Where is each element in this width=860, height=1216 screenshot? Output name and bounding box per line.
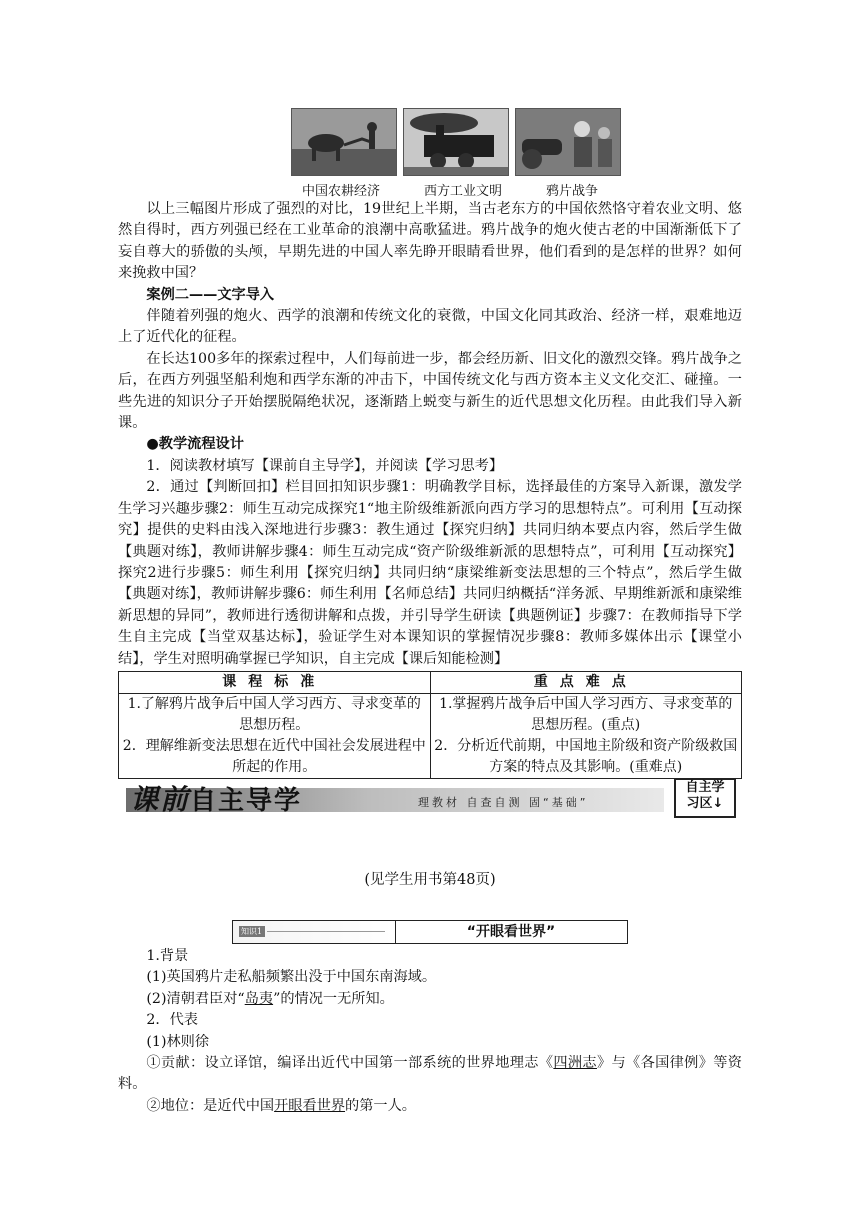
bg2-pre: (2)清朝君臣对“ (146, 990, 245, 1007)
flow-heading: ●教学流程设计 (146, 436, 244, 453)
curriculum-item-2: 2．理解维新变法思想在近代中国社会发展进程中所起的作用。 (122, 737, 426, 775)
farming-photo (291, 108, 397, 176)
knowledge-tag-label: 知识1 (241, 927, 263, 936)
knowledge-title: “开眼看世界” (466, 924, 556, 940)
train-image (404, 109, 508, 175)
knowledge-bar (232, 920, 628, 944)
see-student-book: (见学生用书第48页) (364, 872, 496, 888)
banner-title (130, 778, 302, 818)
flow-step-1: 1．阅读教材填写【课前自主导学】，并阅读【学习思考】 (146, 457, 504, 474)
zone-line-1: 自主学 (685, 780, 725, 795)
self-study-zone-badge (674, 778, 736, 818)
caption-industry: 西方工业文明 (423, 184, 502, 199)
key-point-item-1: 1.掌握鸦片战争后中国人学习西方、寻求变革的思想历程。(重点) (439, 695, 733, 733)
status-text (118, 1096, 742, 1117)
intro-paragraph-2: 伴随着列强的炮火、西学的浪潮和传统文化的衰微，中国文化同其政治、经济一样，艰难地迈上了近代化的征程。 (118, 308, 742, 346)
background-heading: 1.背景 (146, 948, 189, 964)
bg2-underlined: 岛夷 (244, 990, 274, 1007)
representatives-heading: 2．代表 (146, 1012, 198, 1029)
photo-captions (158, 180, 742, 199)
key-points-cell (430, 693, 742, 778)
contrib-pre: ①贡献：设立译馆，编译出近代中国第一部系统的世界地理志《 (146, 1055, 554, 1072)
banner-title-rest: 自主导学 (190, 786, 303, 816)
page-content (118, 108, 742, 779)
bg2-post: ”的情况一无所知。 (273, 990, 394, 1007)
header-curriculum: 课程标准 (119, 671, 431, 693)
industry-photo (403, 108, 509, 176)
farming-image (292, 109, 396, 175)
key-point-item-2: 2．分析近代前期，中国地主阶级和资产阶级救国方案的特点及其影响。(重难点) (434, 737, 738, 775)
header-key-points: 重点难点 (430, 671, 742, 693)
curriculum-cell (119, 693, 431, 778)
war-image (516, 109, 620, 175)
status-underlined: 开眼看世界 (274, 1097, 346, 1114)
contribution-text (118, 1053, 742, 1096)
case2-heading: 案例二——文字导入 (146, 286, 275, 303)
section-banner (126, 778, 736, 816)
contrib-underlined: 四洲志 (553, 1055, 597, 1072)
lin-zexu-heading: (1)林则徐 (146, 1033, 210, 1050)
flow-step-2: 2．通过【判断回扣】栏目回扣知识步骤1：明确教学目标，选择最佳的方案导入新课，激发学生学习兴趣步骤2：师生互动完成探究1“地主阶级维新派向西方学习的思想特点”。可利用【互动探究】提供的史料由浅入深地进行步骤3：教生通过【探究归纳】共同归纳本要点内容，然后学生做【典题对练】，教师讲解步骤4：师生互动完成“资产阶级维新派的思想特点”，可利用【互动探究】探究2进行步骤5：师生利用【探究归纳】共同归纳“康梁维新变法思想的三个特点”，然后学生做【典题对练】，教师讲解步骤6：师生利用【名师总结】共同归纳概括“洋务派、早期维新派和康梁维新思想的异同”，教师进行透彻讲解和点拨，并引导学生研读【典题例证】步骤7：在教师指导下学生自主完成【当堂双基达标】，验证学生对本课知识的掌握情况步骤8：教师多媒体出示【课堂小结】，学生对照明确掌握已学知识，自主完成【课后知能检测】 (118, 479, 742, 667)
knowledge-tag (239, 926, 265, 937)
background-item-1: (1)英国鸦片走私船频繁出没于中国东南海域。 (146, 969, 437, 986)
knowledge-bar-left (233, 921, 396, 943)
curriculum-item-1: 1.了解鸦片战争后中国人学习西方、寻求变革的思想历程。 (127, 695, 421, 733)
intro-paragraph-3: 在长达100多年的探索过程中，人们每前进一步，都会经历新、旧文化的激烈交锋。鸦片战争之后，在西方列强坚船利炮和西学东渐的冲击下，中国传统文化与西方资本主义文化交汇、碰撞。一些先进的知识分子开始摆脱隔绝状况，逐渐踏上蜕变与新生的近代思想文化历程。由此我们导入新课。 (118, 350, 742, 432)
banner-title-big: 课前 (130, 783, 191, 816)
contrib-post: 》与《各国律例》等资料。 (118, 1055, 742, 1093)
standards-table (118, 671, 742, 779)
intro-paragraph-1: 以上三幅图片形成了强烈的对比，19世纪上半期，当古老东方的中国依然恪守着农业文明、悠然自得时，西方列强已经在工业革命的浪潮中高歌猛进。鸦片战争的炮火使古老的中国渐渐低下了妄自尊大的骄傲的头颅，早期先进的中国人率先睁开眼睛看世界，他们看到的是怎样的世界？如何来挽救中国？ (118, 201, 742, 282)
background-item-2 (118, 989, 742, 1010)
status-post: 的第一人。 (345, 1097, 416, 1114)
zone-line-2: 习区↓ (686, 796, 724, 811)
knowledge-bar-line (267, 931, 385, 932)
knowledge-section (118, 946, 742, 1117)
opium-war-photo (515, 108, 621, 176)
status-pre: ②地位：是近代中国 (146, 1097, 275, 1114)
caption-farming: 中国农耕经济 (301, 184, 380, 199)
banner-subtitle: 理教材 自查自测 固“基础” (418, 796, 589, 809)
caption-opium-war: 鸦片战争 (546, 184, 599, 199)
photo-row (170, 108, 742, 176)
